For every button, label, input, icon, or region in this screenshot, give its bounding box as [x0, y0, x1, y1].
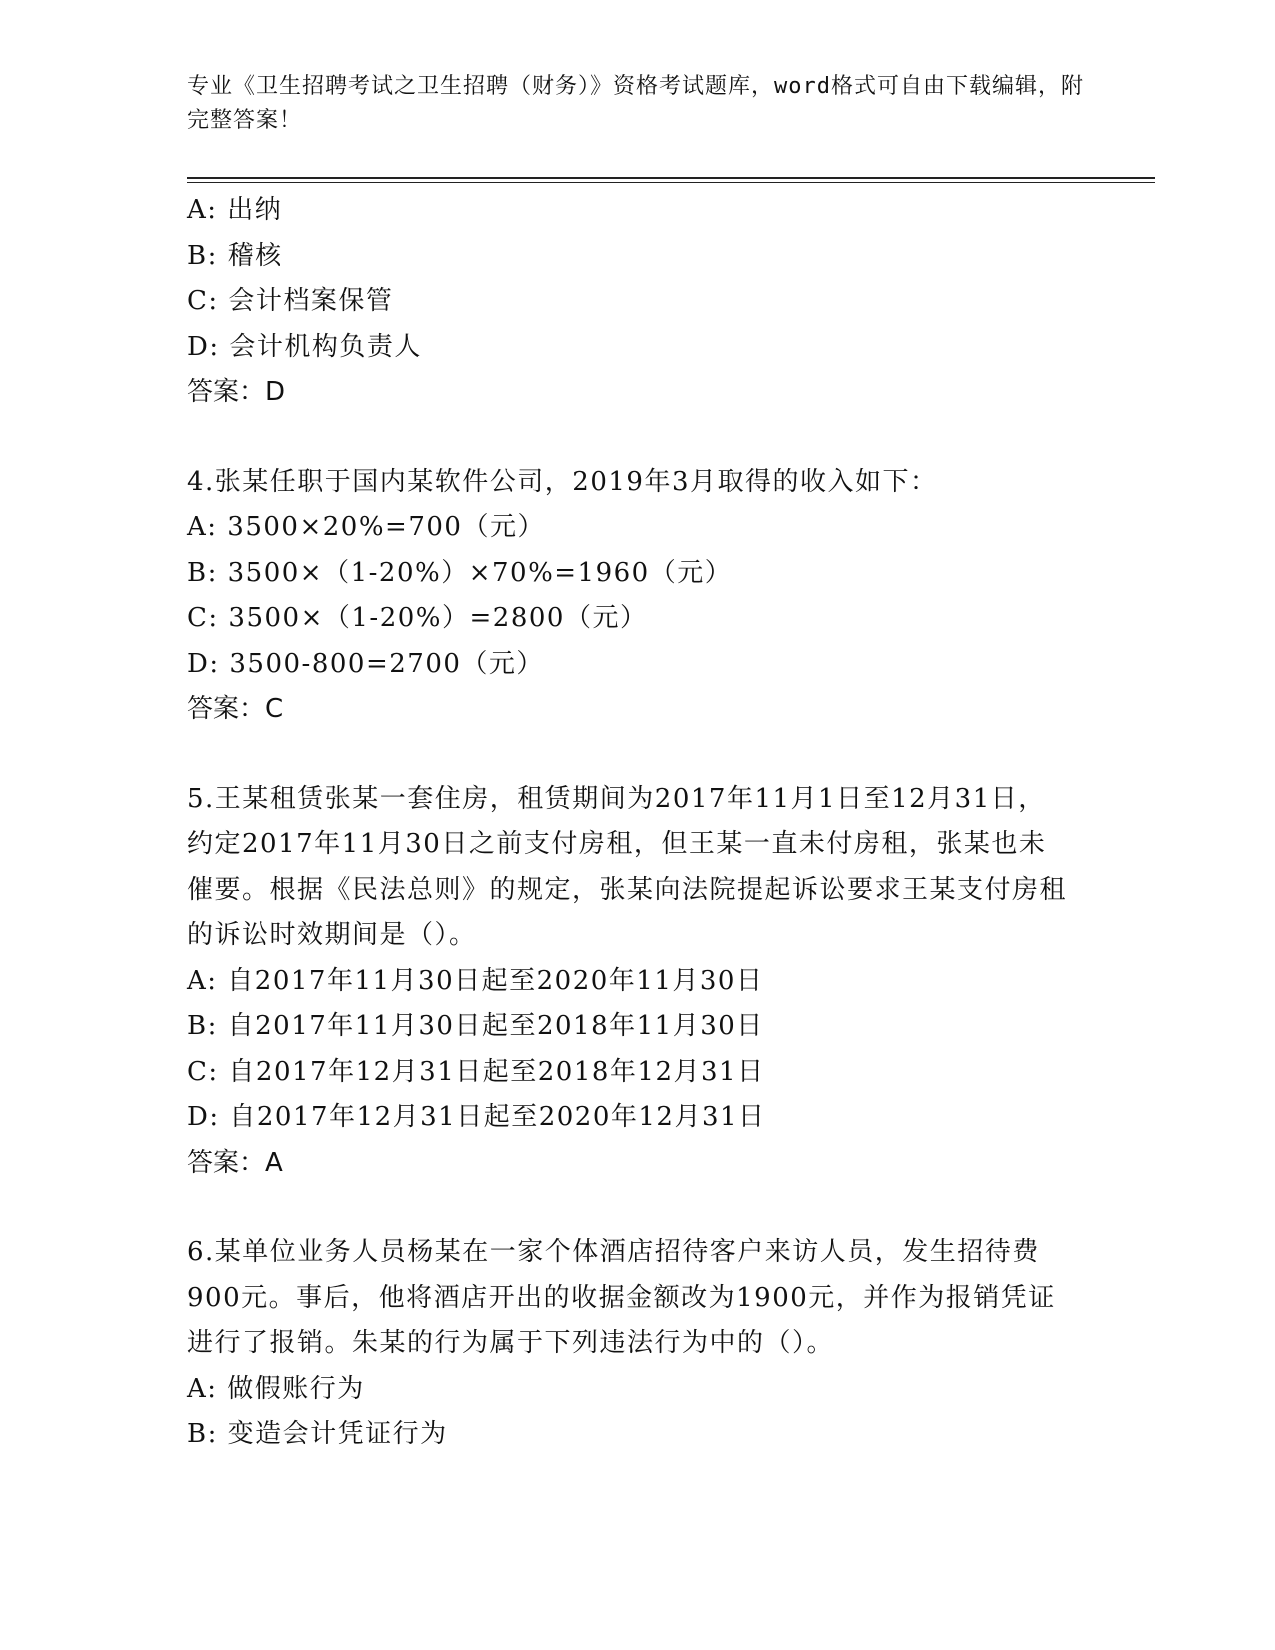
option-a: A: 自2017年11月30日起至2020年11月30日	[187, 965, 764, 996]
option-a: A: 3500×20%=700（元）	[187, 512, 545, 542]
option-a: A: 出纳	[187, 195, 283, 225]
question-text: 5.王某租赁张某一套住房，租赁期间为2017年11月1日至12月31日，约定2017年11月30日之前支付房租，但王某一直未付房租，张某也未催要。根据《民法总则》的规定，张某向法院提起诉讼要求王某支付房租的诉讼时效期间是（）。	[187, 783, 1068, 950]
question-4	[187, 460, 1087, 733]
option-b: B: 稽核	[187, 240, 283, 271]
option-b: B: 自2017年11月30日起至2018年11月30日	[187, 1011, 764, 1041]
document-header: 专业《卫生招聘考试之卫生招聘（财务）》资格考试题库，word格式可自由下载编辑，附完整答案！	[187, 74, 1084, 133]
answer-label: 答案：D	[187, 377, 286, 407]
answer-label: 答案：A	[187, 1147, 283, 1178]
question-6	[187, 1230, 1087, 1458]
option-d: D: 自2017年12月31日起至2020年12月31日	[187, 1102, 766, 1132]
answer-label: 答案：C	[187, 694, 284, 724]
question-list	[187, 188, 1087, 1458]
option-d: D: 3500-800=2700（元）	[187, 648, 544, 679]
spacer	[187, 1186, 1087, 1230]
header-divider	[187, 177, 1155, 183]
question-text: 6.某单位业务人员杨某在一家个体酒店招待客户来访人员，发生招待费900元。事后，他将酒店开出的收据金额改为1900元，并作为报销凭证进行了报销。朱某的行为属于下列违法行为中的（）。	[187, 1237, 1056, 1358]
spacer	[187, 733, 1087, 777]
spacer	[187, 416, 1087, 460]
option-c: C: 3500×（1-20%）=2800（元）	[187, 603, 648, 633]
option-a: A: 做假账行为	[187, 1373, 365, 1404]
question-text: 4.张某任职于国内某软件公司，2019年3月取得的收入如下：	[187, 466, 938, 497]
option-c: C: 会计档案保管	[187, 286, 394, 316]
question-5	[187, 777, 1087, 1187]
question-3	[187, 188, 1087, 416]
option-b: B: 变造会计凭证行为	[187, 1419, 448, 1449]
option-c: C: 自2017年12月31日起至2018年12月31日	[187, 1056, 765, 1087]
option-b: B: 3500×（1-20%）×70%=1960（元）	[187, 557, 733, 588]
option-d: D: 会计机构负责人	[187, 331, 422, 362]
